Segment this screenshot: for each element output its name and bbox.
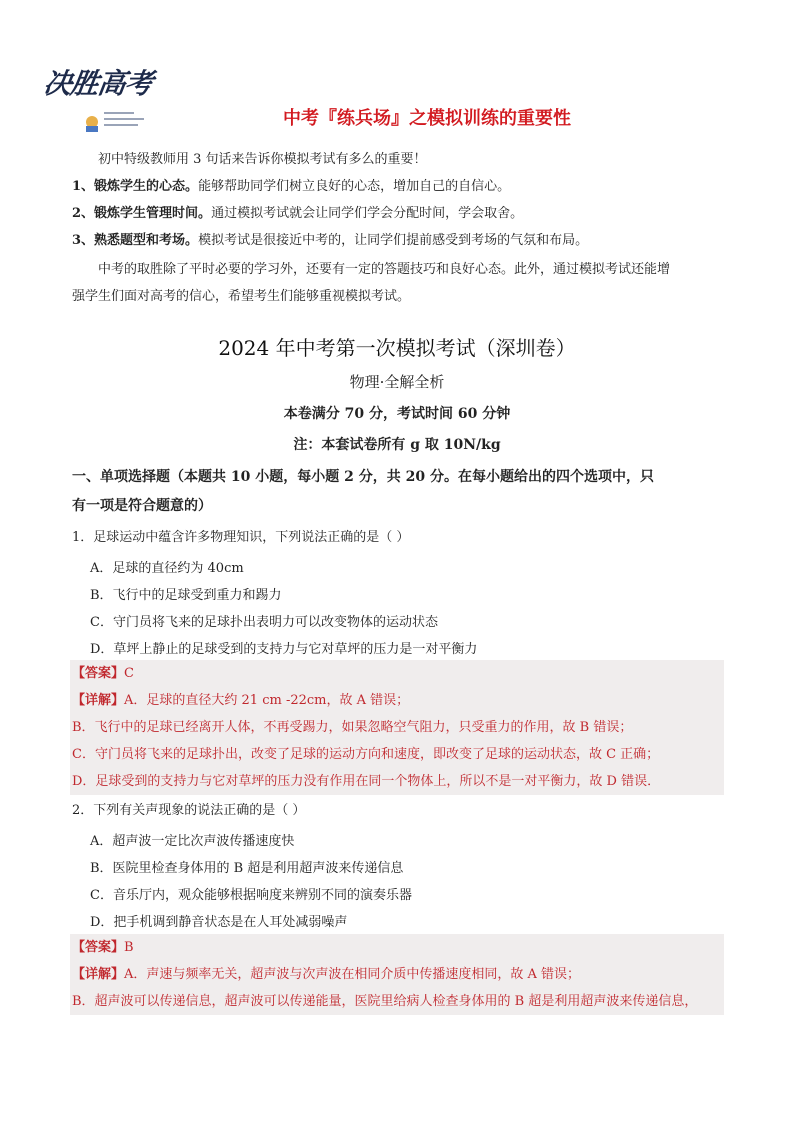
question-2-option-c: C．音乐厅内，观众能够根据响度来辨别不同的演奏乐器 [90, 888, 412, 903]
detail-line [70, 961, 724, 988]
detail-line: C．守门员将飞来的足球扑出，改变了足球的运动方向和速度，即改变了足球的运动状态，故 C 正确； [72, 747, 660, 762]
question-1-option-b: B．飞行中的足球受到重力和踢力 [90, 588, 282, 603]
answer-tag: 【答案】 [72, 940, 125, 955]
answer-line [70, 660, 724, 687]
detail-tag: 【详解】 [72, 967, 125, 982]
promo-intro: 初中特级教师用 3 句话来告诉你模拟考试有多么的重要！ [98, 152, 427, 167]
point-text: 通过模拟考试就会让同学们学会分配时间，学会取舍。 [211, 206, 524, 221]
promo-point-3 [72, 227, 727, 254]
detail-line: D．足球受到的支持力与它对草坪的压力没有作用在同一个物体上，所以不是一对平衡力，故 D 错误． [72, 774, 661, 789]
answer-value: C [124, 666, 134, 681]
detail-text: A．足球的直径大约 21 cm -22cm，故 A 错误； [124, 693, 410, 708]
detail-text: A．声速与频率无关，超声波与次声波在相同介质中传播速度相同，故 A 错误； [124, 967, 581, 982]
promo-point-2 [72, 200, 727, 227]
question-2-option-b: B．医院里检查身体用的 B 超是利用超声波来传递信息 [90, 861, 404, 876]
exam-info: 本卷满分 70 分，考试时间 60 分钟 [283, 406, 511, 422]
answer-line [70, 934, 724, 961]
point-number: 1、 [72, 179, 95, 194]
promo-point-1 [72, 173, 727, 200]
question-2-option-d: D．把手机调到静音状态是在人耳处减弱噪声 [90, 915, 348, 930]
point-number: 2、 [72, 206, 95, 221]
point-heading: 熟悉题型和考场。 [94, 233, 199, 248]
question-2-stem: 2．下列有关声现象的说法正确的是（ ） [72, 803, 306, 818]
promo-closing-line-1: 中考的取胜除了平时必要的学习外，还要有一定的答题技巧和良好心态。此外，通过模拟考试还能增 [98, 262, 671, 277]
section-heading-line-2: 有一项是符合题意的） [72, 498, 212, 514]
point-heading: 锻炼学生管理时间。 [94, 206, 212, 221]
question-1-answer-box [70, 660, 724, 795]
question-1-option-d: D．草坪上静止的足球受到的支持力与它对草坪的压力是一对平衡力 [90, 642, 478, 657]
question-1-option-c: C．守门员将飞来的足球扑出表明力可以改变物体的运动状态 [90, 615, 438, 630]
detail-line: B．飞行中的足球已经离开人体，不再受踢力，如果忽略空气阻力，只受重力的作用，故 B 错误； [72, 720, 633, 735]
question-2-answer-box [70, 934, 724, 1015]
question-2-option-a: A．超声波一定比次声波传播速度快 [90, 834, 295, 849]
detail-line: B．超声波可以传递信息，超声波可以传递能量，医院里给病人检查身体用的 B 超是利用超声波来传递信息， [72, 994, 698, 1009]
section-heading-line-1: 一、单项选择题（本题共 10 小题，每小题 2 分，共 20 分。在每小题给出的四个选项中，只 [72, 469, 654, 485]
question-1-option-a: A．足球的直径约为 40cm [90, 561, 244, 576]
point-heading: 锻炼学生的心态。 [94, 179, 199, 194]
promo-closing-line-2: 强学生们面对高考的信心，希望考生们能够重视模拟考试。 [72, 289, 411, 304]
point-text: 模拟考试是很接近中考的，让同学们提前感受到考场的气氛和布局。 [198, 233, 589, 248]
point-number: 3、 [72, 233, 95, 248]
detail-line [70, 687, 724, 714]
question-1-stem: 1．足球运动中蕴含许多物理知识，下列说法正确的是（ ） [72, 530, 410, 545]
exam-note: 注：本套试卷所有 g 取 10N/kg [293, 437, 501, 453]
logo-text: 决胜高考 [41, 67, 155, 100]
detail-tag: 【详解】 [72, 693, 125, 708]
answer-value: B [124, 940, 134, 955]
exam-subject: 物理·全解全析 [349, 373, 445, 391]
exam-title: 2024 年中考第一次模拟考试（深圳卷） [218, 336, 576, 360]
point-text: 能够帮助同学们树立良好的心态，增加自己的自信心。 [198, 179, 511, 194]
promo-title: 中考『练兵场』之模拟训练的重要性 [283, 108, 571, 129]
answer-tag: 【答案】 [72, 666, 125, 681]
